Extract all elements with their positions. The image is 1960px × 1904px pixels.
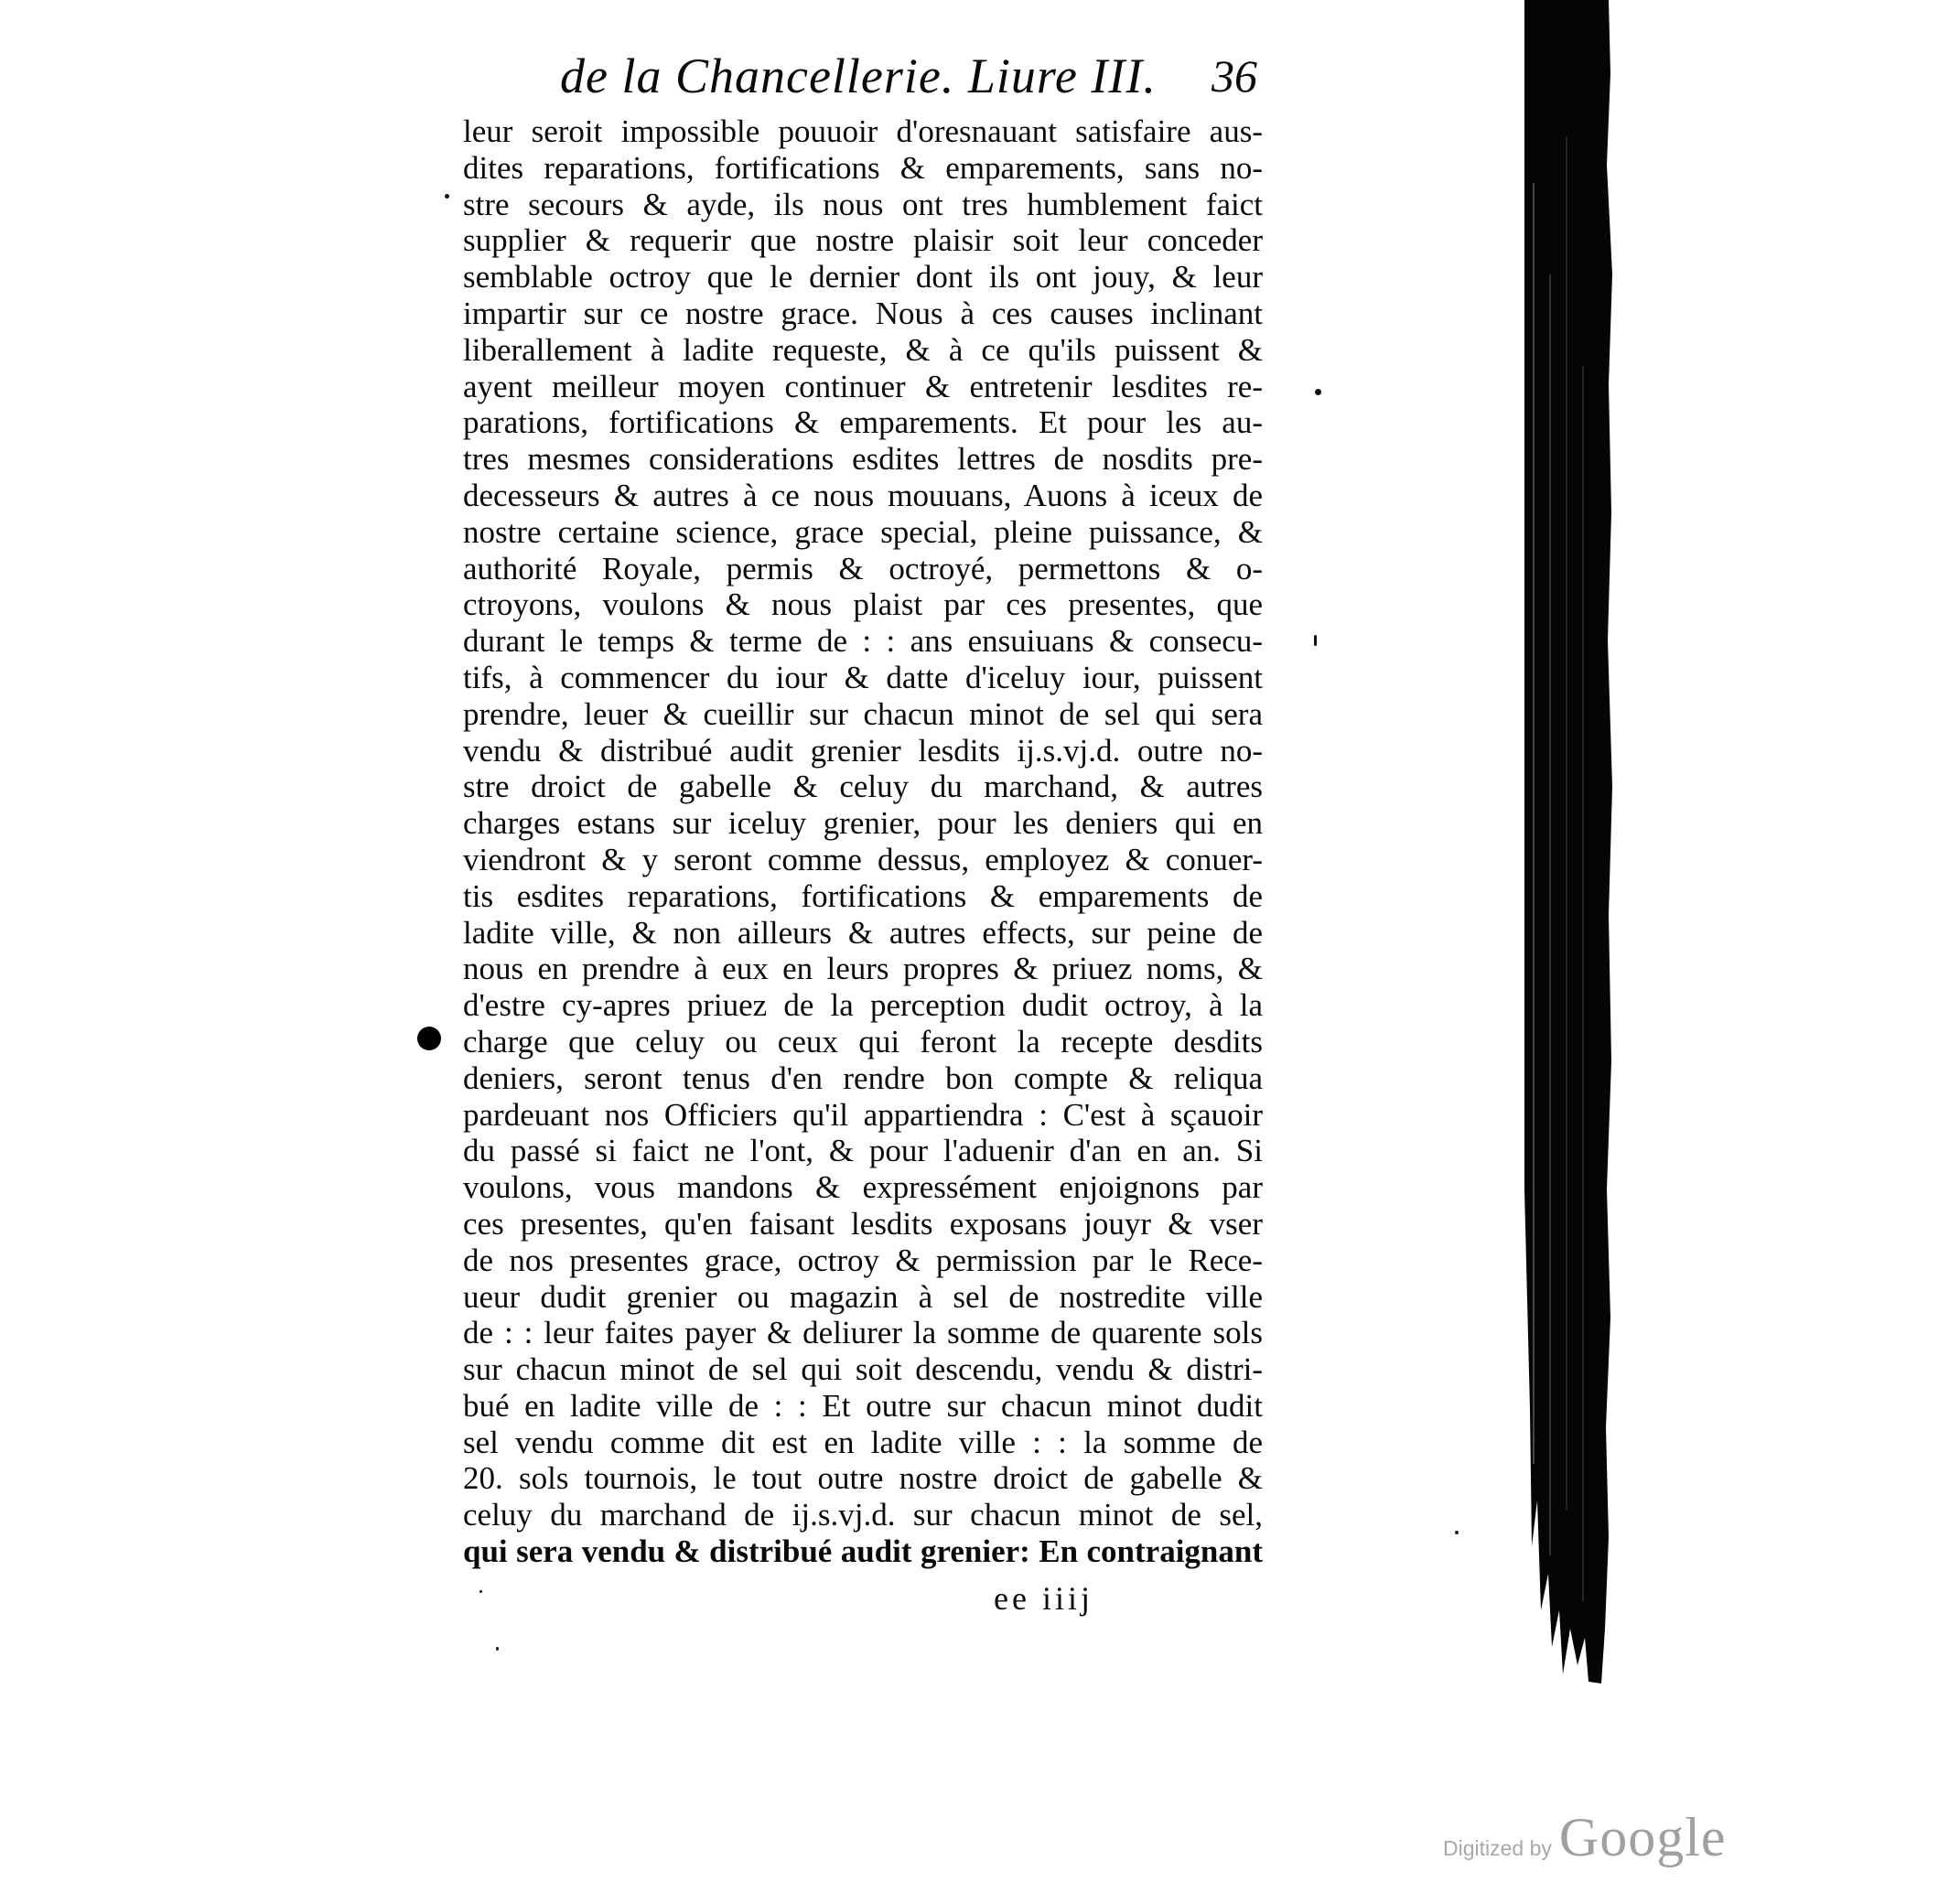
text-line: dites reparations, fortifications & emparements, sans no- (463, 149, 1263, 186)
text-line: liberallement à ladite requeste, & à ce qu'ils puissent & (463, 331, 1263, 368)
text-line: d'estre cy-apres priuez de la perception dudit octroy, à la (463, 987, 1263, 1024)
running-title: de la Chancellerie. Liure III. (560, 48, 1157, 103)
text-line: stre secours & ayde, ils nous ont tres humblement faict (463, 186, 1263, 222)
text-line: deniers, seront tenus d'en rendre bon compte & reliqua (463, 1060, 1263, 1096)
text-line: durant le temps & terme de : : ans ensuiuans & consecu- (463, 623, 1263, 660)
text-line: nostre certaine science, grace special, pleine puissance, & (463, 513, 1263, 550)
text-line: du passé si faict ne l'ont, & pour l'aduenir d'an en an. Si (463, 1133, 1263, 1169)
text-line: de nos presentes grace, octroy & permission par le Rece- (463, 1242, 1263, 1278)
text-line: tifs, à commencer du iour & datte d'iceluy iour, puissent (463, 659, 1263, 695)
text-line: authorité Royale, permis & octroyé, permettons & o- (463, 550, 1263, 586)
ink-speck (1315, 389, 1321, 395)
ink-blot (417, 1027, 441, 1050)
text-line: pardeuant nos Officiers qu'il appartiendra : C'est à sçauoir (463, 1096, 1263, 1133)
ink-speck (445, 194, 449, 199)
text-line: ladite ville, & non ailleurs & autres effects, sur peine de (463, 914, 1263, 951)
text-line: tis esdites reparations, fortifications & emparements de (463, 877, 1263, 914)
page-number: 36 (1212, 50, 1257, 102)
text-line: sur chacun minot de sel qui soit descendu, vendu & distri- (463, 1351, 1263, 1388)
ink-speck (1314, 635, 1317, 646)
digitized-by-google-watermark (1443, 1806, 1727, 1870)
text-line: stre droict de gabelle & celuy du marchand, & autres (463, 769, 1263, 805)
ink-speck (479, 1590, 482, 1593)
text-line: decesseurs & autres à ce nous mouuans, Auons à iceux de (463, 477, 1263, 513)
text-line: semblable octroy que le dernier dont ils ont jouy, & leur (463, 259, 1263, 296)
text-line: ayent meilleur moyen continuer & entretenir lesdites re- (463, 368, 1263, 404)
text-line: celuy du marchand de ij.s.vj.d. sur chacun minot de sel, (463, 1497, 1263, 1533)
text-line: sel vendu comme dit est en ladite ville : : la somme de (463, 1424, 1263, 1460)
page-edge-shadow (1524, 0, 1625, 1683)
text-line: charges estans sur iceluy grenier, pour les deniers qui en (463, 805, 1263, 842)
text-line: voulons, vous mandons & expressément enjoignons par (463, 1169, 1263, 1206)
ink-speck (496, 1647, 499, 1651)
text-line: qui sera vendu & distribué audit grenier: En contraignant (463, 1533, 1263, 1570)
text-line: viendront & y seront comme dessus, employez & conuer- (463, 841, 1263, 877)
text-line: 20. sols tournois, le tout outre nostre droict de gabelle & (463, 1460, 1263, 1497)
text-line: leur seroit impossible pouuoir d'oresnauant satisfaire aus- (463, 113, 1263, 149)
text-line: charge que celuy ou ceux qui feront la recepte desdits (463, 1023, 1263, 1060)
text-line: ctroyons, voulons & nous plaist par ces presentes, que (463, 586, 1263, 623)
text-line: impartir sur ce nostre grace. Nous à ces causes inclinant (463, 295, 1263, 331)
text-line: nous en prendre à eux en leurs propres & priuez noms, & (463, 951, 1263, 987)
google-logo: Google (1558, 1807, 1727, 1867)
running-head (560, 48, 1292, 112)
text-line: de : : leur faites payer & deliurer la somme de quarente sols (463, 1315, 1263, 1351)
ink-speck (1455, 1531, 1459, 1534)
body-text (463, 113, 1263, 1570)
digitized-by-label: Digitized by (1443, 1836, 1552, 1860)
text-line: vendu & distribué audit grenier lesdits ij.s.vj.d. outre no- (463, 732, 1263, 769)
text-line: ces presentes, qu'en faisant lesdits exposans jouyr & vser (463, 1205, 1263, 1242)
signature-mark: ee iiij (994, 1580, 1093, 1617)
text-line: supplier & requerir que nostre plaisir soit leur conceder (463, 222, 1263, 259)
text-line: bué en ladite ville de : : Et outre sur chacun minot dudit (463, 1387, 1263, 1424)
text-line: prendre, leuer & cueillir sur chacun minot de sel qui sera (463, 695, 1263, 732)
text-line: ueur dudit grenier ou magazin à sel de nostredite ville (463, 1278, 1263, 1315)
text-line: parations, fortifications & emparements. Et pour les au- (463, 404, 1263, 441)
text-line: tres mesmes considerations esdites lettres de nosdits pre- (463, 441, 1263, 478)
